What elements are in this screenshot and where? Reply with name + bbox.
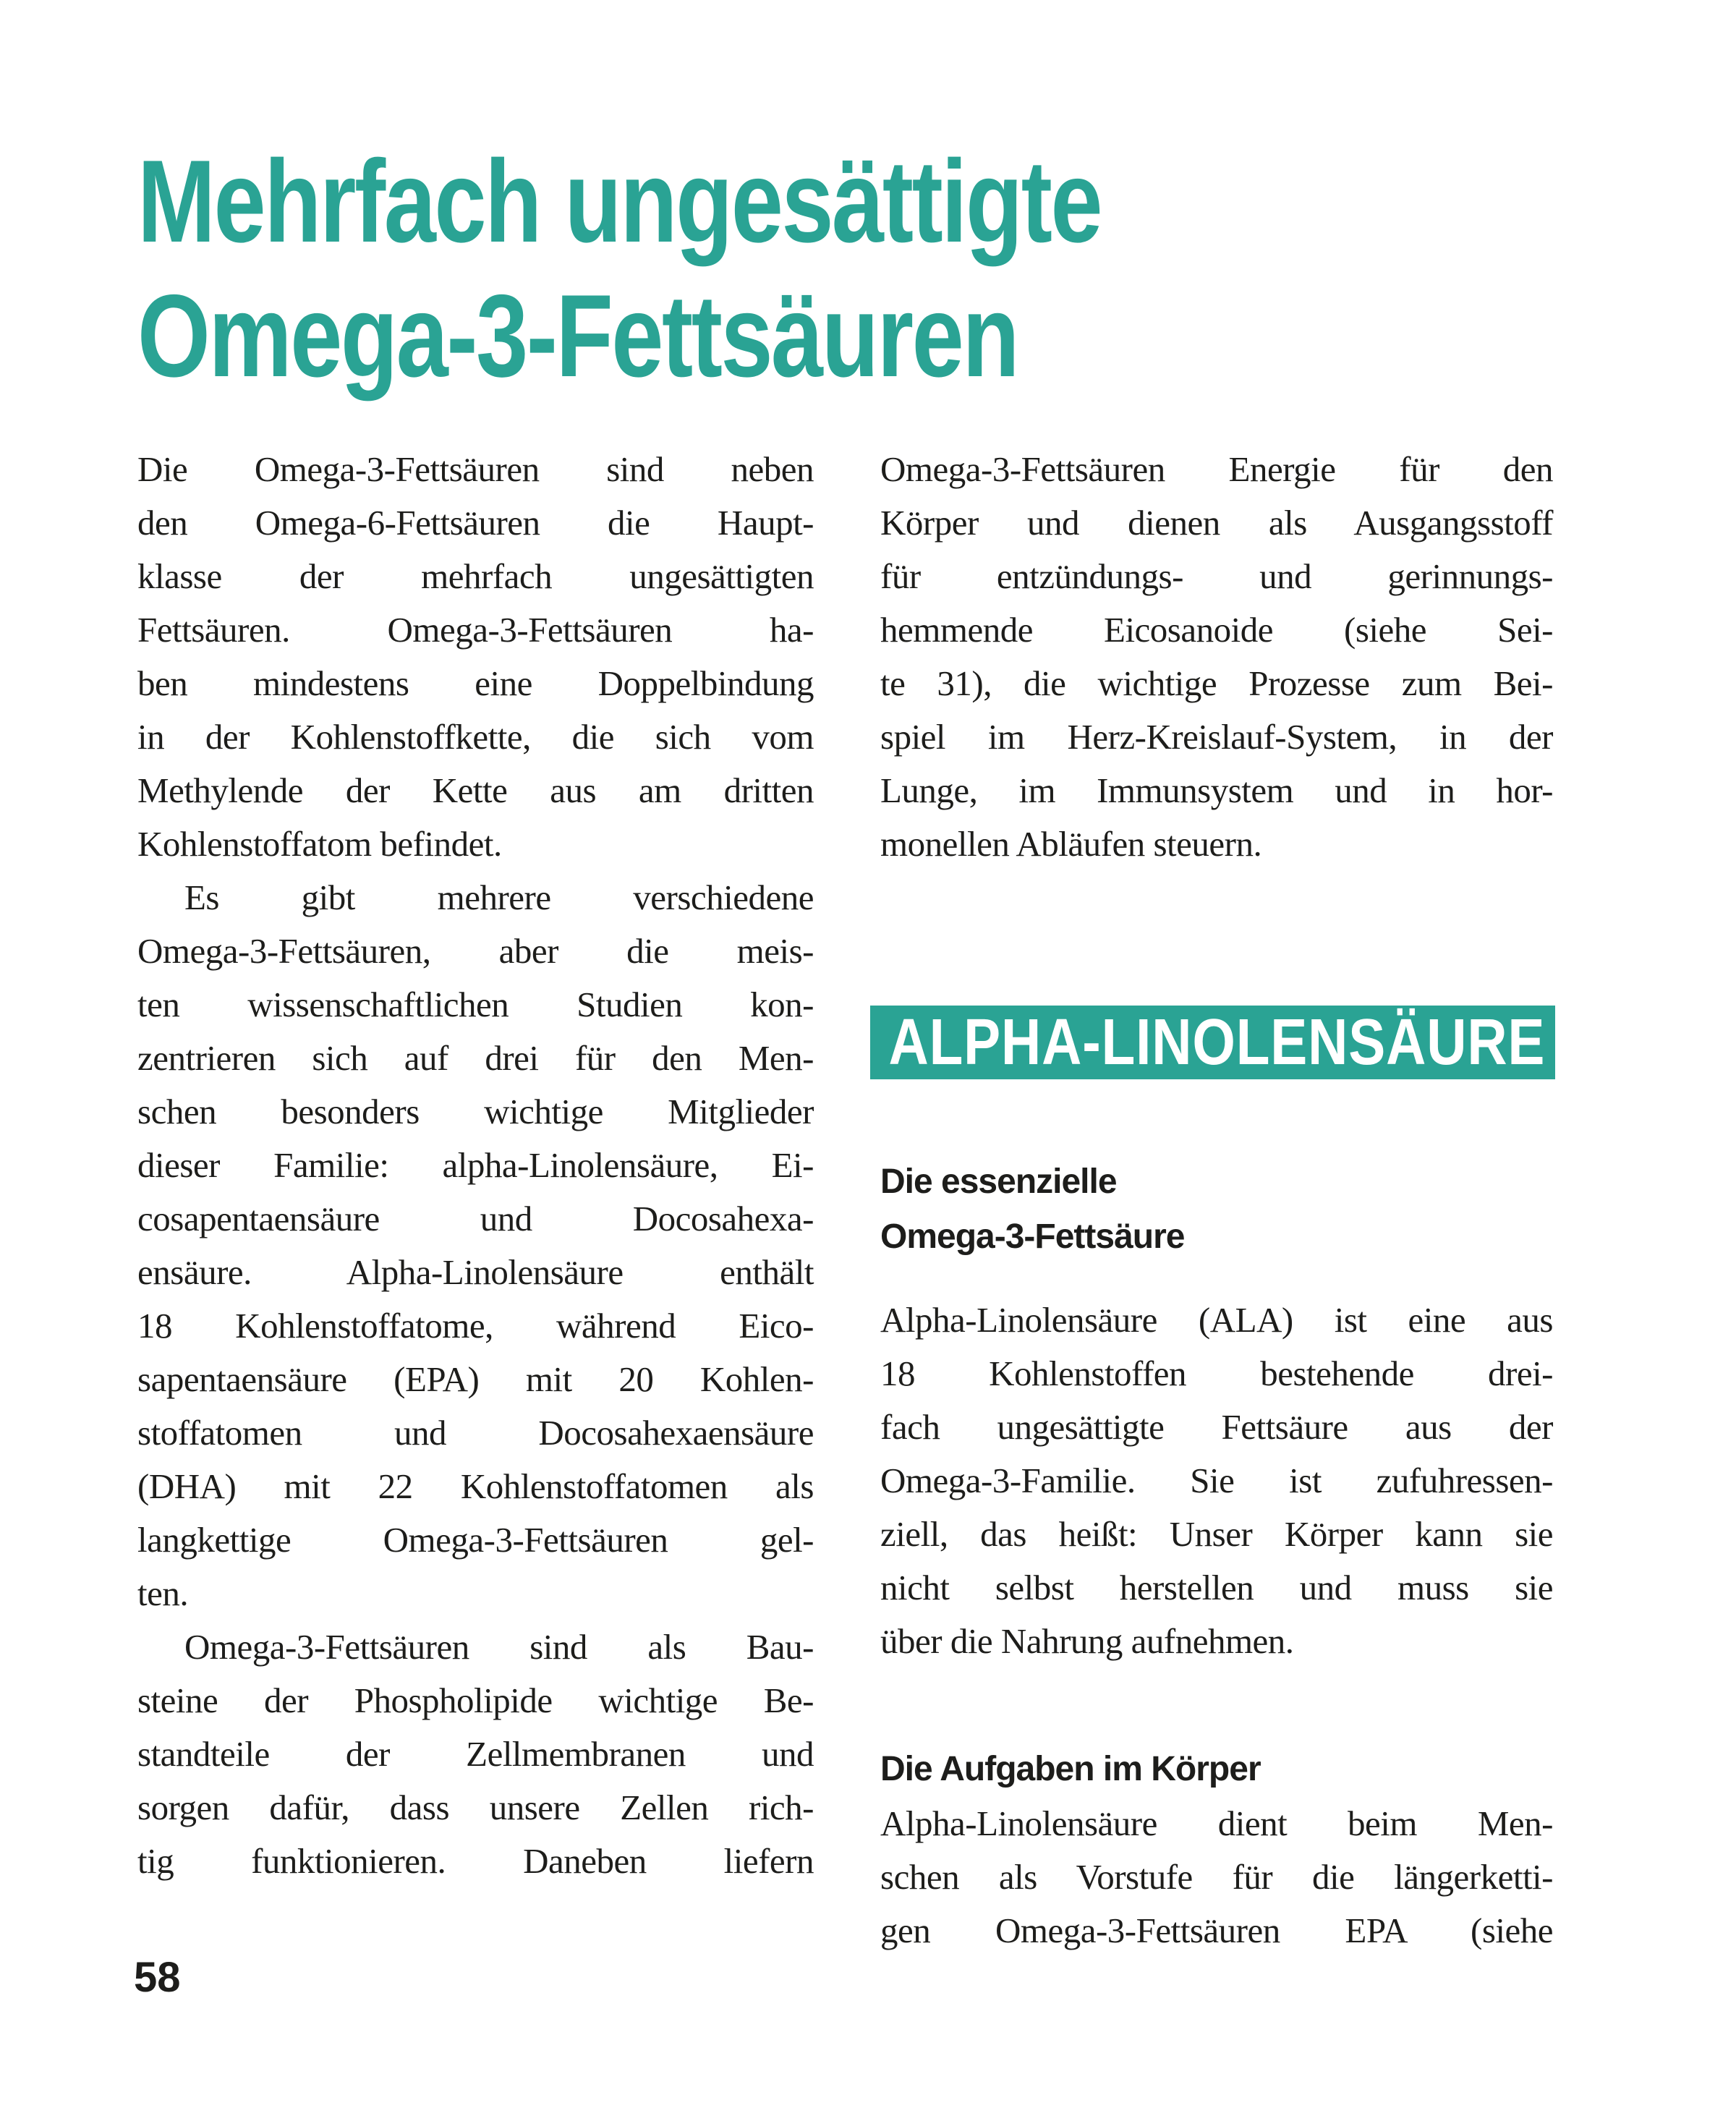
page-number: 58	[134, 1954, 181, 2001]
body-text-line: fach ungesättigte Fettsäure aus der	[880, 1407, 1553, 1447]
section-banner	[870, 1006, 1555, 1079]
left-text-column	[137, 443, 814, 1888]
page-title-line-1: Mehrfach ungesättigte	[137, 136, 1102, 267]
body-text-line: cosapentaensäure und Docosahexa-	[137, 1199, 814, 1238]
body-text-line: stoffatomen und Docosahexaensäure	[137, 1413, 814, 1453]
body-text-line: ziell, das heißt: Unser Körper kann sie	[880, 1514, 1553, 1554]
body-text-line: schen als Vorstufe für die längerketti-	[880, 1857, 1553, 1897]
subheading-line-2: Omega-3-Fettsäure	[880, 1217, 1185, 1256]
body-text-line: ben mindestens eine Doppelbindung	[137, 663, 814, 703]
body-text-line: zentrieren sich auf drei für den Men-	[137, 1038, 814, 1078]
body-text-line: hemmende Eicosanoide (siehe Sei-	[880, 610, 1553, 650]
body-text-line: gen Omega-3-Fettsäuren EPA (siehe	[880, 1911, 1553, 1950]
body-text-line: ensäure. Alpha-Linolensäure enthält	[137, 1252, 814, 1292]
subheading-line-1: Die Aufgaben im Körper	[880, 1750, 1261, 1788]
body-text-line: Die Omega-3-Fettsäuren sind neben	[137, 449, 814, 489]
body-text-line: Alpha-Linolensäure (ALA) ist eine aus	[880, 1300, 1553, 1340]
body-text-line: standteile der Zellmembranen und	[137, 1734, 814, 1774]
body-text-line: schen besonders wichtige Mitglieder	[137, 1092, 814, 1131]
body-text-line: tig funktionieren. Daneben liefern	[137, 1841, 814, 1881]
body-text-line: dieser Familie: alpha-Linolensäure, Ei-	[137, 1145, 814, 1185]
body-text-line: Omega-3-Fettsäuren sind als Bau-	[184, 1627, 814, 1667]
body-text-line: klasse der mehrfach ungesättigten	[137, 556, 814, 596]
subheading-essential-omega3	[880, 1155, 1184, 1265]
body-text-line: Omega-3-Fettsäuren Energie für den	[880, 449, 1553, 489]
body-text-line: Methylende der Kette aus am dritten	[137, 770, 814, 810]
right-text-column-body-1	[880, 1293, 1553, 1668]
body-text-line: Omega-3-Familie. Sie ist zufuhressen-	[880, 1461, 1553, 1500]
body-text-line: Es gibt mehrere verschiedene	[184, 877, 814, 917]
body-text-line: für entzündungs- und gerinnungs-	[880, 556, 1553, 596]
body-text-line: Kohlenstoffatom befindet.	[137, 824, 502, 864]
body-text-line: spiel im Herz-Kreislauf-System, in der	[880, 717, 1553, 757]
body-text-line: te 31), die wichtige Prozesse zum Bei-	[880, 663, 1553, 703]
body-text-line: den Omega-6-Fettsäuren die Haupt-	[137, 503, 814, 543]
subheading-tasks-in-body	[880, 1742, 1261, 1797]
body-text-line: Fettsäuren. Omega-3-Fettsäuren ha-	[137, 610, 814, 650]
body-text-line: sapentaensäure (EPA) mit 20 Kohlen-	[137, 1359, 814, 1399]
body-text-line: Omega-3-Fettsäuren, aber die meis-	[137, 931, 814, 971]
body-text-line: monellen Abläufen steuern.	[880, 824, 1262, 864]
body-text-line: 18 Kohlenstoffatome, während Eico-	[137, 1306, 814, 1346]
body-text-line: ten.	[137, 1573, 189, 1613]
body-text-line: ten wissenschaftlichen Studien kon-	[137, 985, 814, 1024]
page-title-line-2: Omega-3-Fettsäuren	[137, 271, 1018, 401]
body-text-line: sorgen dafür, dass unsere Zellen rich-	[137, 1788, 814, 1827]
page-title	[137, 135, 1342, 404]
right-text-column-intro	[880, 443, 1553, 871]
section-banner-label: ALPHA-LINOLENSÄURE	[888, 1006, 1546, 1079]
right-text-column-body-2	[880, 1797, 1553, 1958]
body-text-line: 18 Kohlenstoffen bestehende drei-	[880, 1353, 1553, 1393]
body-text-line: langkettige Omega-3-Fettsäuren gel-	[137, 1520, 814, 1560]
body-text-line: Körper und dienen als Ausgangsstoff	[880, 503, 1553, 543]
body-text-line: in der Kohlenstoffkette, die sich vom	[137, 717, 814, 757]
body-text-line: (DHA) mit 22 Kohlenstoffatomen als	[137, 1466, 814, 1506]
body-text-line: steine der Phospholipide wichtige Be-	[137, 1680, 814, 1720]
body-text-line: nicht selbst herstellen und muss sie	[880, 1568, 1553, 1607]
body-text-line: Lunge, im Immunsystem und in hor-	[880, 770, 1553, 810]
subheading-line-1: Die essenzielle	[880, 1163, 1117, 1201]
body-text-line: über die Nahrung aufnehmen.	[880, 1621, 1294, 1661]
body-text-line: Alpha-Linolensäure dient beim Men-	[880, 1803, 1553, 1843]
